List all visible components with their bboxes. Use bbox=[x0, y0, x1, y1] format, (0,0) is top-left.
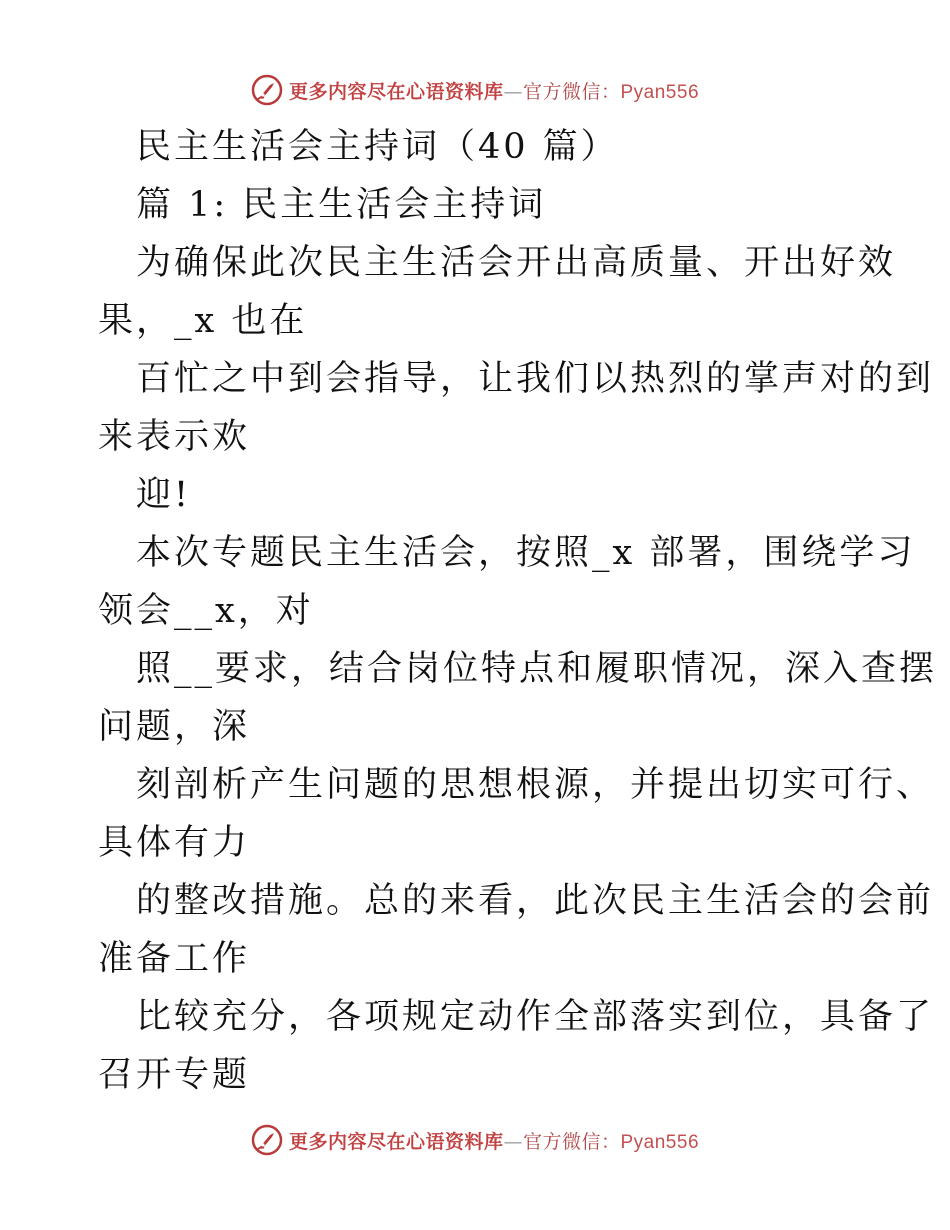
footer-slogan: 更多内容尽在心语资料库 bbox=[288, 1130, 504, 1153]
paragraph-line: 具体有力 bbox=[98, 823, 251, 863]
pen-nib-logo-icon bbox=[251, 74, 283, 106]
paragraph-line: 准备工作 bbox=[98, 939, 251, 979]
paragraph-line: 迎! bbox=[136, 475, 192, 515]
footer-wechat-label: 官方微信： bbox=[522, 1130, 621, 1153]
paragraph-line: 照__要求，结合岗位特点和履职情况，深入查摆 bbox=[136, 649, 938, 689]
header-separator: — bbox=[503, 80, 523, 103]
paragraph-line: 领会__x，对 bbox=[98, 591, 314, 631]
paragraph-line: 本次专题民主生活会，按照_x 部署，围绕学习 bbox=[136, 533, 916, 573]
paragraph-line: 召开专题 bbox=[98, 1055, 251, 1095]
footer-wechat-handle: Pyan556 bbox=[620, 1131, 700, 1153]
document-title: 民主生活会主持词（40 篇） bbox=[136, 127, 619, 167]
header-banner bbox=[0, 70, 950, 110]
paragraph-line: 百忙之中到会指导，让我们以热烈的掌声对的到 bbox=[136, 359, 935, 399]
paragraph-line: 问题，深 bbox=[98, 707, 251, 747]
header-wechat-label: 官方微信： bbox=[522, 80, 621, 103]
pen-nib-logo-icon bbox=[251, 1124, 283, 1156]
paragraph-line: 果，_x 也在 bbox=[98, 301, 308, 341]
header-banner-text bbox=[289, 77, 699, 104]
paragraph-line: 刻剖析产生问题的思想根源，并提出切实可行、 bbox=[136, 765, 935, 805]
footer-banner-inner bbox=[251, 1124, 699, 1156]
footer-banner bbox=[0, 1120, 950, 1160]
paragraph-line: 来表示欢 bbox=[98, 417, 251, 457]
footer-banner-text bbox=[289, 1127, 699, 1154]
header-wechat-handle: Pyan556 bbox=[620, 81, 700, 103]
header-slogan: 更多内容尽在心语资料库 bbox=[288, 80, 504, 103]
paragraph-line: 的整改措施。总的来看，此次民主生活会的会前 bbox=[136, 881, 935, 921]
paragraph-line: 比较充分，各项规定动作全部落实到位，具备了 bbox=[136, 997, 935, 1037]
document-body bbox=[98, 118, 938, 1104]
paragraph-line: 为确保此次民主生活会开出高质量、开出好效 bbox=[136, 243, 897, 283]
footer-separator: — bbox=[503, 1130, 523, 1153]
section-heading: 篇 1: 民主生活会主持词 bbox=[136, 185, 547, 225]
header-banner-inner bbox=[251, 74, 699, 106]
